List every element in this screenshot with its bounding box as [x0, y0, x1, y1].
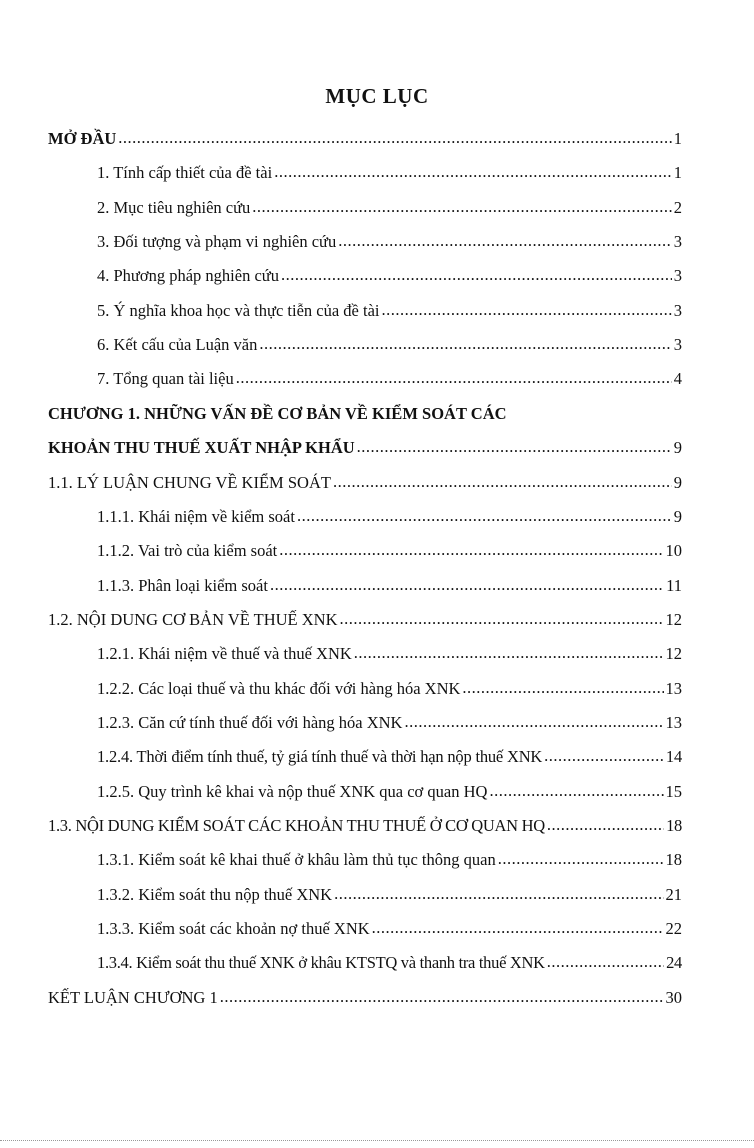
toc-section-1-3-1[interactable] [97, 849, 682, 871]
toc-page-number: 15 [665, 782, 682, 801]
toc-entry-label: CHƯƠNG 1. NHỮNG VẤN ĐỀ CƠ BẢN VỀ KIỂM SOÁT CÁC [48, 404, 507, 423]
toc-page-number: 21 [665, 885, 682, 904]
dot-leader [498, 848, 664, 870]
toc-page-number: 24 [666, 953, 682, 972]
toc-entry-5[interactable] [97, 300, 682, 322]
dot-leader [259, 333, 671, 355]
toc-entry-label: 1.2.3. Căn cứ tính thuế đối với hàng hóa XNK [97, 713, 403, 732]
toc-page-number: 11 [666, 576, 682, 595]
toc-entry-label: 1.1. LÝ LUẬN CHUNG VỀ KIỂM SOÁT [48, 473, 331, 492]
dot-leader [297, 505, 672, 527]
toc-section-1-2-3[interactable] [97, 712, 682, 734]
toc-section-1-2-4[interactable] [97, 746, 682, 768]
dot-leader [236, 367, 672, 389]
toc-page-number: 3 [673, 232, 682, 251]
dot-leader [338, 230, 672, 252]
dot-leader [381, 299, 671, 321]
dot-leader [252, 196, 671, 218]
toc-page-number: 9 [673, 438, 682, 457]
dot-leader [220, 986, 664, 1008]
dot-leader [372, 917, 664, 939]
dot-leader [279, 539, 663, 561]
toc-page-number: 9 [673, 473, 682, 492]
dot-leader [274, 161, 672, 183]
toc-page-number: 4 [673, 369, 682, 388]
toc-entry-label: KẾT LUẬN CHƯƠNG 1 [48, 988, 218, 1007]
toc-section-1-2-2[interactable] [97, 678, 682, 700]
toc-entry-7[interactable] [97, 368, 682, 390]
toc-page-number: 14 [665, 747, 682, 766]
toc-entry-label: 1.3.4. Kiểm soát thu thuế XNK ở khâu KTSTQ và thanh tra thuế XNK [97, 953, 545, 972]
toc-section-1-2[interactable] [48, 609, 682, 631]
toc-entry-label: 1.2.4. Thời điểm tính thuế, tỷ giá tính thuế và thời hạn nộp thuế XNK [97, 747, 543, 766]
toc-section-1-3[interactable] [48, 815, 682, 837]
toc-entry-label: 1.3. NỘI DUNG KIỂM SOÁT CÁC KHOẢN THU THUẾ Ở CƠ QUAN HQ [48, 816, 545, 835]
dot-leader [118, 127, 671, 149]
dot-leader [489, 780, 663, 802]
toc-entry-label: 1.1.1. Khái niệm về kiểm soát [97, 507, 295, 526]
toc-entry-label: 1.2.1. Khái niệm về thuế và thuế XNK [97, 644, 352, 663]
toc-section-1-3-2[interactable] [97, 884, 682, 906]
toc-entry-label: KHOẢN THU THUẾ XUẤT NHẬP KHẨU [48, 438, 355, 457]
toc-entry-label: 1.3.2. Kiểm soát thu nộp thuế XNK [97, 885, 333, 904]
toc-page-number: 3 [673, 266, 682, 285]
toc-entry-4[interactable] [97, 265, 682, 287]
toc-page-number: 13 [665, 679, 682, 698]
toc-entry-introduction[interactable] [48, 128, 682, 150]
toc-entry-label: 1. Tính cấp thiết của đề tài [97, 163, 273, 182]
dot-leader [270, 574, 664, 596]
toc-page-number: 12 [665, 610, 682, 629]
toc-entry-label: MỞ ĐẦU [48, 129, 117, 148]
toc-page-number: 3 [673, 301, 682, 320]
toc-entry-label: 1.1.2. Vai trò của kiểm soát [97, 541, 278, 560]
toc-entry-label: 1.1.3. Phân loại kiểm soát [97, 576, 268, 595]
toc-section-1-1[interactable] [48, 472, 682, 494]
toc-page-number: 30 [665, 988, 682, 1007]
dot-leader [544, 745, 664, 767]
toc-entry-label: 1.2. NỘI DUNG CƠ BẢN VỀ THUẾ XNK [48, 610, 338, 629]
dot-leader [281, 264, 672, 286]
toc-entry-label: 7. Tổng quan tài liệu [97, 369, 234, 388]
toc-section-1-3-3[interactable] [97, 918, 682, 940]
toc-section-1-1-3[interactable] [97, 575, 682, 597]
toc-entry-label: 1.2.2. Các loại thuế và thu khác đối với hàng hóa XNK [97, 679, 461, 698]
toc-entry-label: 1.2.5. Quy trình kê khai và nộp thuế XNK qua cơ quan HQ [97, 782, 488, 801]
toc-chapter-1-heading-line-1[interactable] [48, 403, 682, 425]
dot-leader [340, 608, 664, 630]
toc-page-number: 22 [665, 919, 682, 938]
toc-section-1-1-2[interactable] [97, 540, 682, 562]
toc-entry-label: 6. Kết cấu của Luận văn [97, 335, 258, 354]
dot-leader [334, 883, 663, 905]
toc-page-number: 1 [673, 163, 682, 182]
toc-page-number: 9 [673, 507, 682, 526]
toc-page-number: 18 [666, 816, 682, 835]
toc-page-number: 3 [673, 335, 682, 354]
toc-page-number: 1 [673, 129, 682, 148]
toc-entry-label: 1.3.1. Kiểm soát kê khai thuế ở khâu làm thủ tục thông quan [97, 850, 496, 869]
dot-leader [357, 436, 672, 458]
toc-page-number: 13 [665, 713, 682, 732]
dot-leader [354, 642, 664, 664]
toc-chapter-1-conclusion[interactable] [48, 987, 682, 1009]
dot-leader [462, 677, 663, 699]
toc-chapter-1-heading-line-2[interactable] [48, 437, 682, 459]
toc-section-1-1-1[interactable] [97, 506, 682, 528]
toc-section-1-2-5[interactable] [97, 781, 682, 803]
toc-page-number: 2 [673, 198, 682, 217]
toc-entry-1[interactable] [97, 162, 682, 184]
toc-entry-label: 5. Ý nghĩa khoa học và thực tiễn của đề tài [97, 301, 380, 320]
dot-leader [333, 471, 672, 493]
dot-leader [547, 951, 664, 973]
dot-leader [547, 814, 664, 836]
toc-entry-label: 2. Mục tiêu nghiên cứu [97, 198, 251, 217]
toc-entry-6[interactable] [97, 334, 682, 356]
toc-page-number: 12 [665, 644, 682, 663]
toc-entry-label: 4. Phương pháp nghiên cứu [97, 266, 279, 285]
toc-section-1-3-4[interactable] [97, 952, 682, 974]
toc-entry-2[interactable] [97, 197, 682, 219]
page-title: MỤC LỤC [325, 84, 429, 108]
toc-entry-3[interactable] [97, 231, 682, 253]
toc-entry-label: 1.3.3. Kiểm soát các khoản nợ thuế XNK [97, 919, 370, 938]
dot-leader [404, 711, 663, 733]
toc-page-number: 18 [665, 850, 682, 869]
toc-page-number: 10 [665, 541, 682, 560]
toc-entry-label: 3. Đối tượng và phạm vi nghiên cứu [97, 232, 337, 251]
toc-section-1-2-1[interactable] [97, 643, 682, 665]
page-bottom-divider [0, 1140, 754, 1142]
